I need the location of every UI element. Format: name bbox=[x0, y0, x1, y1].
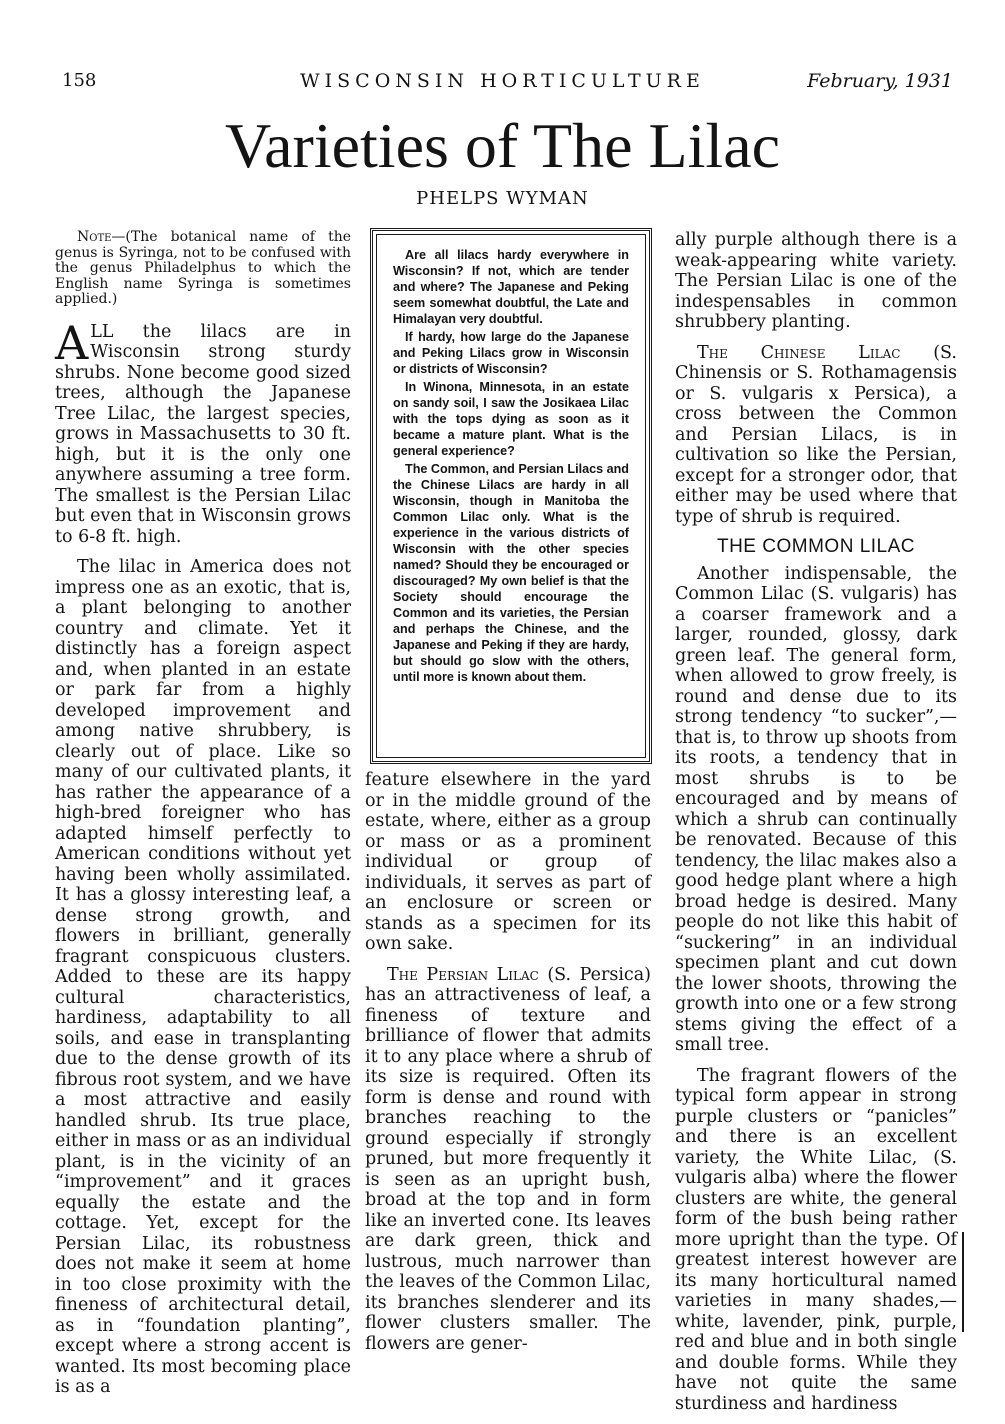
running-head bbox=[0, 70, 1005, 98]
note-label: Note bbox=[77, 229, 112, 245]
paragraph-common-lilac: Another indispensable, the Common Lilac (S. vulgaris) has a coarser framework and a larger, rounded, glossy, dark green leaf. The general form, when allowed to grow freely, is round and dense due to its strong tendency “to sucker”,—that is, to throw up shoots from its roots, a tendency that in most shrubs is to be encouraged and by means of which a shrub can continually be renovated. Because of this tendency, the lilac makes also a good hedge plant where a high broad hedge is desired. Many people do not like this habit of “suckering” in an individual specimen plant and cut down the lower shoots, throwing the growth into one or a few strong stems giving the effect of a small tree. bbox=[675, 563, 957, 1055]
paragraph-chinese-lilac bbox=[675, 343, 957, 528]
chinese-lilac-heading: The Chinese Lilac bbox=[697, 342, 901, 363]
persian-lilac-text: (S. Persica) has an attractiveness of leaf, a fineness of texture and brilliance of flower that admits it to any place where a shrub of its size is required. Often its form is dense and round with branches reaching to the ground especially if strongly pruned, but more frequently it is seen as an upright bush, broad at the top and in form like an inverted cone. Its leaves are dark green, thick and lustrous, much narrower than the leaves of the Common Lilac, its branches slenderer and its flower clusters smaller. The flowers are gener- bbox=[365, 964, 651, 1354]
sidebox-paragraph: If hardy, how large do the Japanese and Peking Lilacs grow in Wisconsin or districts of Wisconsin? bbox=[393, 330, 629, 376]
paragraph-fragrant-flowers: The fragrant flowers of the typical form appear in strong purple clusters or “panicles” and there is an excellent variety, the White Lilac, (S. vulgaris alba) where the flower clusters are white, the general form of the bush being rather more upright than the type. Of greatest interest however are its many horticultural named varieties in many shades,—white, lavender, pink, purple, red and blue and in both single and double forms. While they have not quite the same sturdiness and hardiness bbox=[675, 1065, 957, 1414]
sidebox-content bbox=[376, 234, 646, 758]
chinese-lilac-text: (S. Chinensis or S. Rothamagensis or S. vulgaris x Persica), a cross between the Common and Persian Lilacs, is in cultivation so like the Persian, except for a stronger odor, that either may be used where that type of shrub is required. bbox=[675, 342, 957, 527]
paragraph-continuation: ally purple although there is a weak-appearing white variety. The Persian Lilac is one of the indespensables in common shrubbery planting. bbox=[675, 230, 957, 332]
page-number: 158 bbox=[62, 70, 97, 91]
lead-text: LL the lilacs are in Wisconsin strong sturdy shrubs. None become good sized trees, although the Japanese Tree Lilac, the largest species, grows in Massachusetts to 30 ft. high, but it is the only one anywhere assuming a tree form. The smallest is the Persian Lilac but even that in Wisconsin grows to 6-8 ft. high. bbox=[55, 321, 351, 547]
subhead-common-lilac: THE COMMON LILAC bbox=[716, 536, 916, 557]
margin-rule bbox=[962, 1232, 964, 1332]
journal-name: WISCONSIN HORTICULTURE bbox=[300, 70, 705, 92]
article-author: PHELPS WYMAN bbox=[416, 188, 589, 209]
sidebox-paragraph: Are all lilacs hardy everywhere in Wisconsin? If not, which are tender and where? The Japanese and Peking seem somewhat doubtful, the Late and Himalayan very doubtful. bbox=[393, 248, 629, 326]
lead-paragraph bbox=[55, 315, 351, 548]
article-title: Varieties of The Lilac bbox=[224, 110, 781, 181]
drop-cap: A bbox=[55, 315, 89, 370]
sidebox-paragraph: The Common, and Persian Lilacs and the Chinese Lilacs are hardy in all Wisconsin, though in Manitoba the Common Lilac only. What is the experience in the various districts of Wisconsin with the other species named? Should they be encouraged or discouraged? My own belief is that the Society should encourage the Common and its varieties, the Persian and perhaps the Chinese, and the Japanese and Peking if they are hardy, but should go slow with the others, until more is known about them. bbox=[393, 462, 629, 684]
paragraph-persian-lilac bbox=[365, 965, 651, 1355]
note-text: —(The botanical name of the genus is Syringa, not to be confused with the genus Philadelphus to which the English name Syringa is sometimes applied.) bbox=[55, 229, 351, 307]
questions-sidebox bbox=[370, 228, 652, 764]
botanical-note bbox=[55, 230, 351, 308]
column-3 bbox=[675, 230, 957, 1424]
paragraph-lilac-in-america: The lilac in America does not impress one as an exotic, that is, a plant belonging to another country and climate. Yet it distinctly has a foreign aspect and, when planted in an estate or park far from a highly developed improvement and among native shrubbery, is clearly out of place. Like so many of our cultivated plants, it has rather the appearance of a high-bred foreigner who has adapted himself perfectly to American conditions without yet having been wholly assimilated. It has a glossy interesting leaf, a dense strong growth, and flowers in brilliant, generally fragrant conspicuous clusters. Added to these are its happy cultural characteristics, hardiness, adaptability to all soils, and ease in transplanting due to the dense growth of its fibrous root system, and we have a most attractive and easily handled shrub. Its true place, either in mass or as an individual plant, is in the vicinity of an “improvement” and it graces equally the estate and the cottage. Yet, except for the Persian Lilac, its robustness does not make it seem at home in too close proximity with the fineness of architectural detail, as in “foundation planting”, except where a strong accent is wanted. Its most becoming place is as a bbox=[55, 557, 351, 1397]
column-1 bbox=[55, 230, 351, 1408]
column-2 bbox=[365, 770, 651, 1364]
sidebox-paragraph: In Winona, Minnesota, in an estate on sandy soil, I saw the Josikaea Lilac with the tops dying as soon as it became a mature plant. What is the general experience? bbox=[393, 380, 629, 458]
issue-date: February, 1931 bbox=[807, 70, 953, 92]
paragraph-continuation: feature elsewhere in the yard or in the middle ground of the estate, where, either as a group or mass or as a prominent individual or group of individuals, it serves as part of an enclosure or screen or stands as a specimen for its own sake. bbox=[365, 770, 651, 954]
persian-lilac-heading: The Persian Lilac bbox=[387, 964, 539, 985]
